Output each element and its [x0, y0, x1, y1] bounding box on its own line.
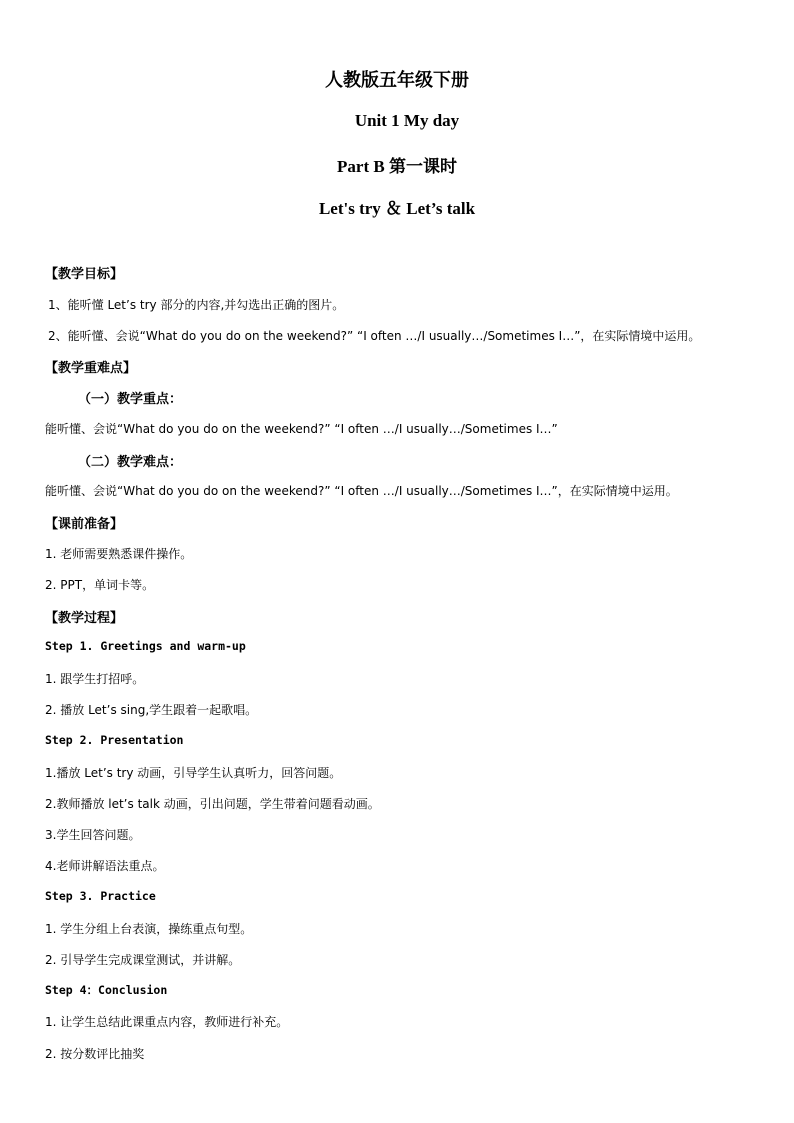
- lesson-title: Let's try ＆ Let’s talk: [318, 199, 476, 218]
- step-item: 1. 学生分组上台表演，操练重点句型。: [45, 922, 253, 936]
- step-item: 4.老师讲解语法重点。: [45, 859, 165, 873]
- step-item: 1. 跟学生打招呼。: [45, 672, 145, 686]
- preparation-heading: 【课前准备】: [45, 517, 124, 532]
- step-item: 2. 按分数评比抽奖: [45, 1047, 145, 1061]
- focus-label: （一）教学重点：: [78, 392, 183, 407]
- step-item: 2. 播放 Let’s sing,学生跟着一起歌唱。: [45, 703, 258, 717]
- objective-item: 1、能听懂 Let’s try 部分的内容,并勾选出正确的图片。: [48, 298, 345, 312]
- step-item: 1. 让学生总结此课重点内容，教师进行补充。: [45, 1015, 289, 1029]
- difficulty-text: 能听懂、会说“What do you do on the weekend?” “I often …/I usually…/Sometimes I…”，在实际情境中运用。: [45, 484, 678, 498]
- objective-item: 2、能听懂、会说“What do you do on the weekend?” “I often …/I usually…/Sometimes I…”，在实际情境中运用。: [48, 329, 701, 343]
- step-item: 3.学生回答问题。: [45, 828, 141, 842]
- difficulty-label: （二）教学难点：: [78, 455, 183, 470]
- objectives-heading: 【教学目标】: [45, 267, 124, 282]
- document-title: 人教版五年级下册: [325, 70, 469, 91]
- part-title: Part B 第一课时: [337, 157, 457, 176]
- preparation-item: 2. PPT，单词卡等。: [45, 578, 155, 592]
- step-title: Step 2. Presentation: [45, 733, 184, 747]
- step-title: Step 4：Conclusion: [45, 983, 168, 997]
- focus-text: 能听懂、会说“What do you do on the weekend?” “I often …/I usually…/Sometimes I…”: [45, 422, 558, 436]
- step-item: 2.教师播放 let’s talk 动画，引出问题，学生带着问题看动画。: [45, 797, 380, 811]
- step-item: 1.播放 Let’s try 动画，引导学生认真听力，回答问题。: [45, 766, 342, 780]
- unit-title: Unit 1 My day: [354, 111, 460, 130]
- step-title: Step 3. Practice: [45, 889, 156, 903]
- step-title: Step 1. Greetings and warm-up: [45, 639, 246, 653]
- key-points-heading: 【教学重难点】: [45, 361, 137, 376]
- process-heading: 【教学过程】: [45, 611, 124, 626]
- step-item: 2. 引导学生完成课堂测试，并讲解。: [45, 953, 241, 967]
- preparation-item: 1. 老师需要熟悉课件操作。: [45, 547, 193, 561]
